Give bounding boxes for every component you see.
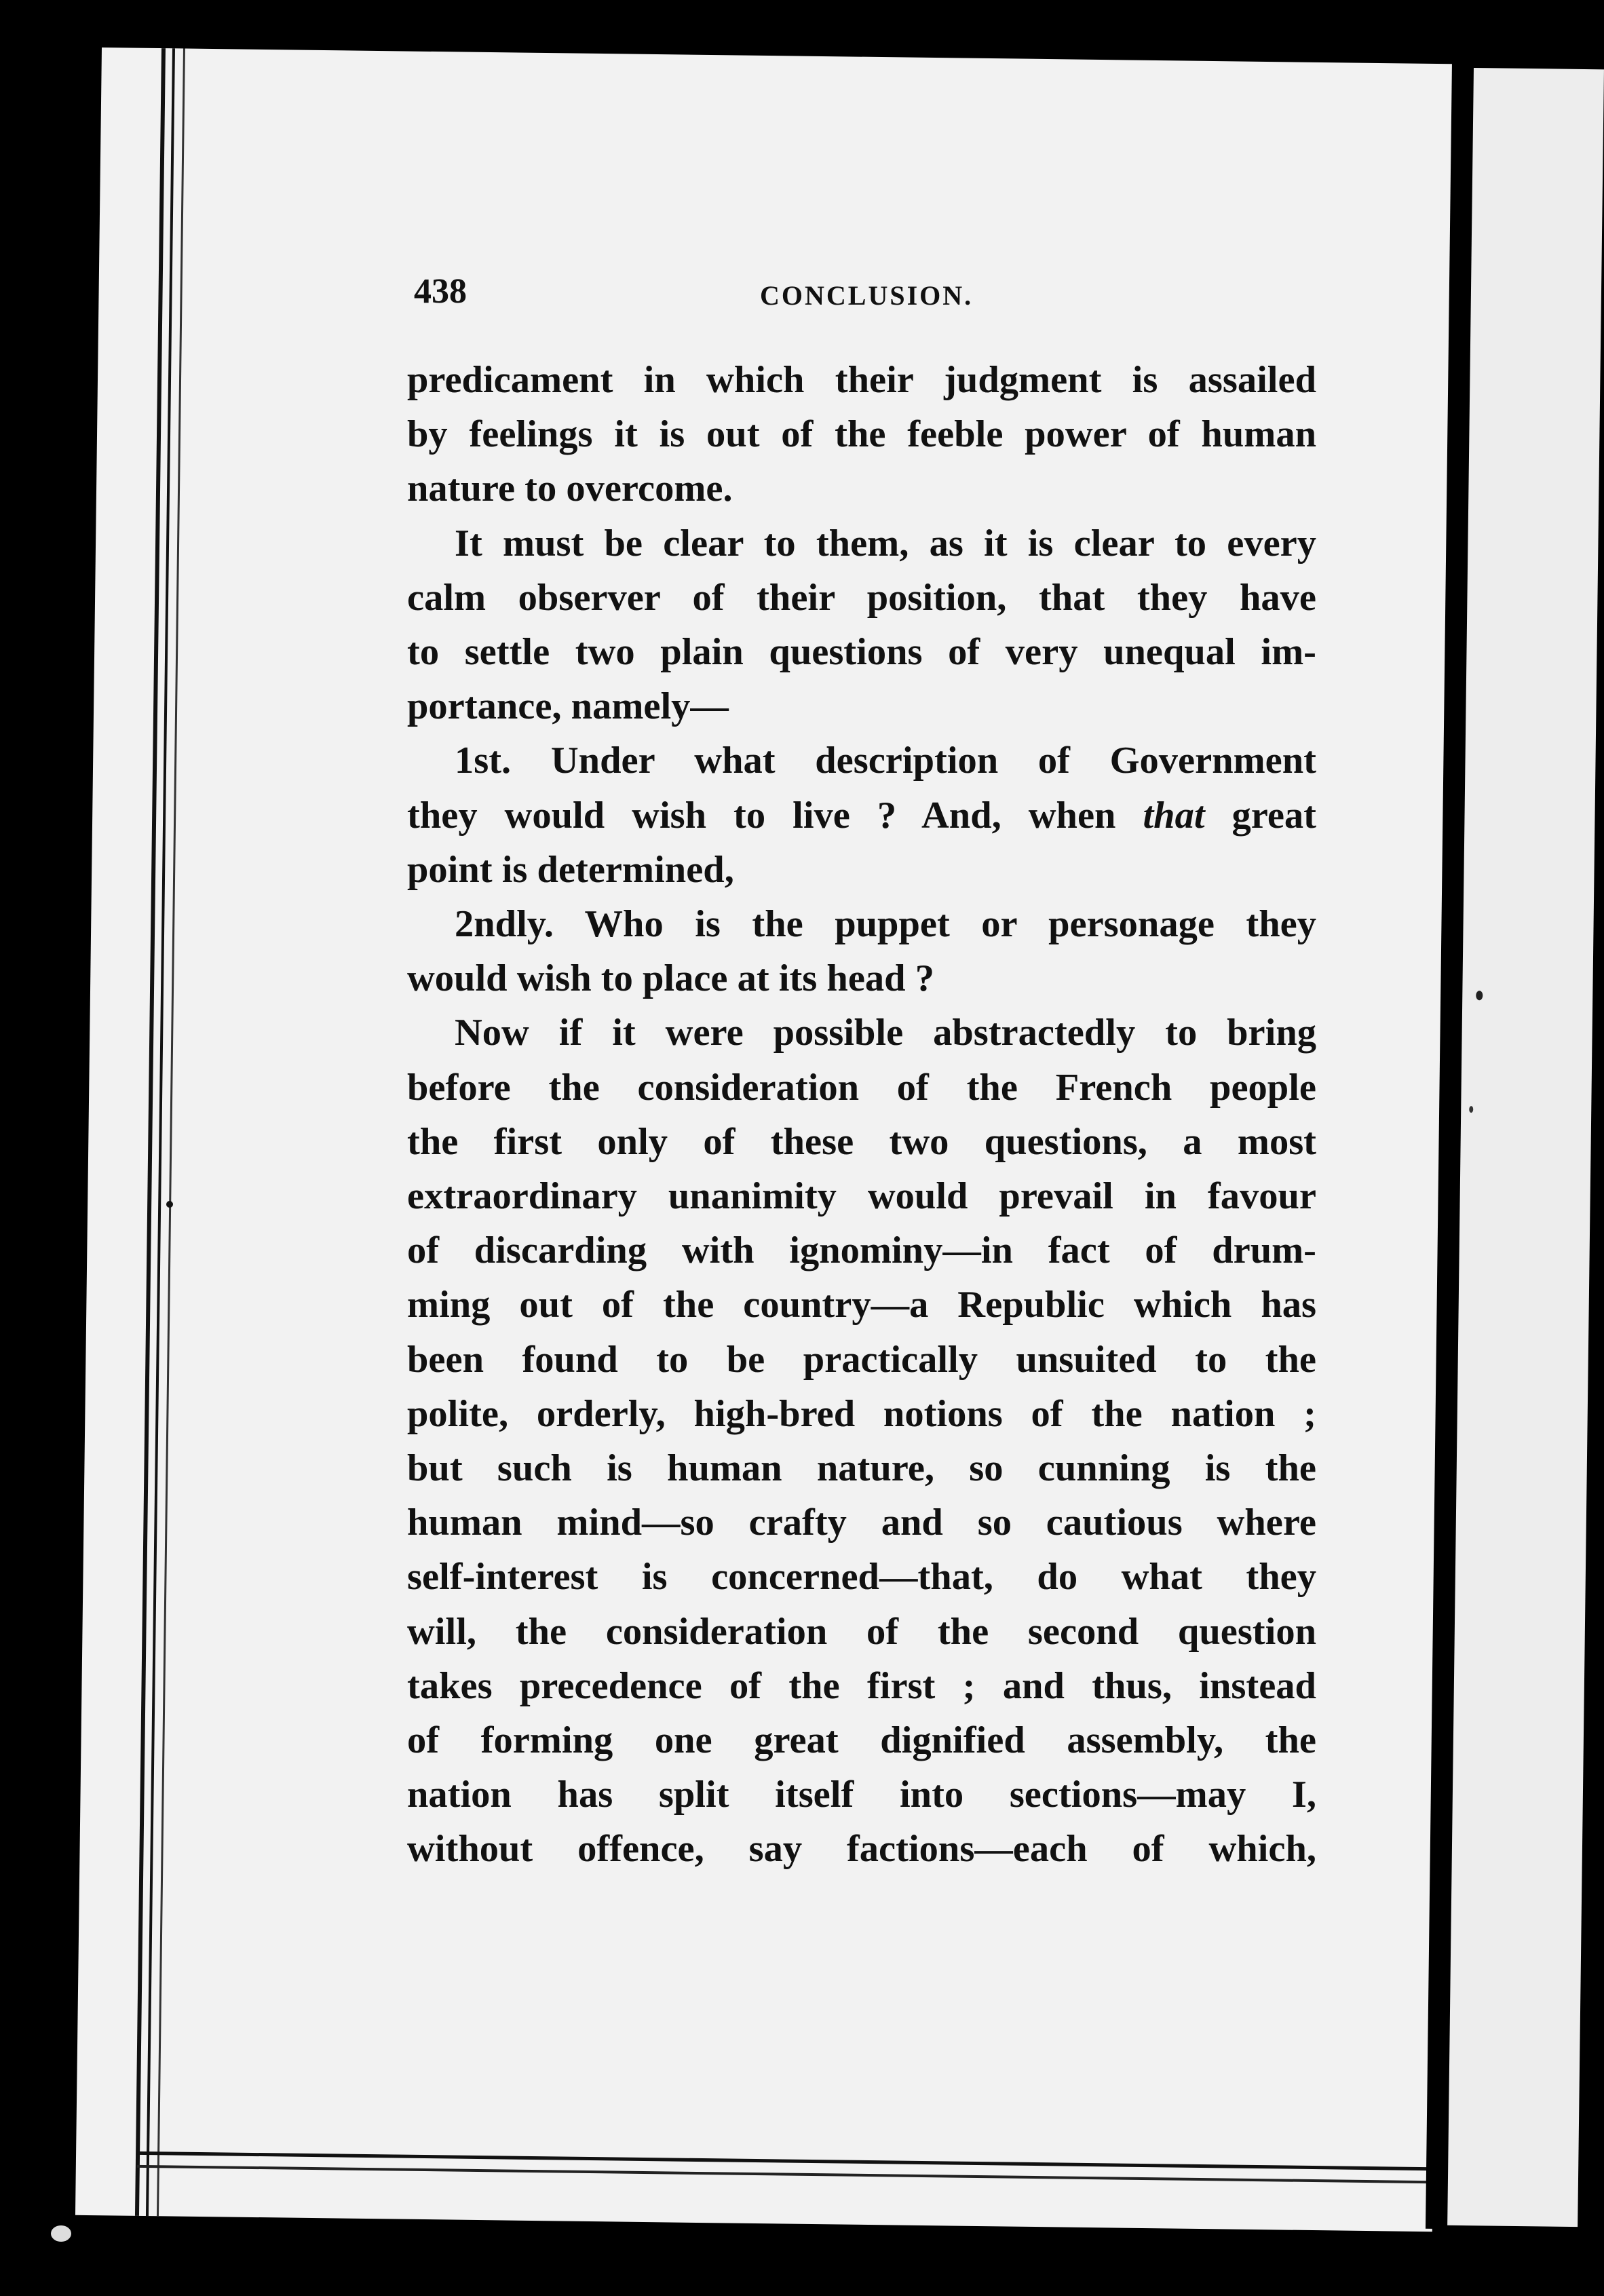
text-line: nation has split itself into sections—may I, (407, 1774, 1316, 1816)
text-line: Now if it were possible abstractedly to bring (455, 1012, 1316, 1054)
running-head: CONCLUSION. (760, 280, 974, 311)
paragraph (407, 353, 1316, 516)
text-line: they would wish to live ? And, when that great (407, 794, 1316, 837)
page-text-block (312, 217, 1323, 1871)
body-text (407, 353, 1316, 1877)
ink-speck (166, 1201, 173, 1208)
text-line: self-interest is concerned—that, do what they (407, 1556, 1316, 1599)
text-line: nature to overcome. (407, 467, 733, 510)
text-line: of forming one great dignified assembly, the (407, 1719, 1316, 1762)
text-line: It must be clear to them, as it is clear to every (455, 522, 1316, 565)
text-line: of discarding with ignominy—in fact of drum- (407, 1229, 1316, 1272)
text-line: before the consideration of the French people (407, 1066, 1316, 1109)
page-header (312, 217, 1323, 312)
text-line: without offence, say factions—each of which, (407, 1828, 1316, 1871)
paragraph (407, 733, 1316, 897)
text-line: 1st. Under what description of Government (455, 740, 1316, 782)
text-line: polite, orderly, high-bred notions of the nation ; (407, 1392, 1316, 1435)
text-line: the first only of these two questions, a most (407, 1120, 1316, 1163)
text-line: been found to be practically unsuited to the (407, 1338, 1316, 1381)
ink-speck (1469, 1106, 1473, 1113)
text-line: 2ndly. Who is the puppet or personage they (455, 903, 1316, 946)
text-line: portance, namely— (407, 685, 729, 728)
adjacent-page-edge (1447, 68, 1604, 2227)
text-line: extraordinary unanimity would prevail in favour (407, 1175, 1316, 1218)
emphasis: that (1143, 794, 1205, 837)
paragraph (407, 1006, 1316, 1876)
page-number: 438 (414, 272, 467, 311)
text-line: calm observer of their position, that they have (407, 576, 1316, 619)
text-line: but such is human nature, so cunning is the (407, 1447, 1316, 1490)
text-line: ming out of the country—a Republic which has (407, 1284, 1316, 1326)
text-line: point is determined, (407, 848, 734, 891)
text-line: predicament in which their judgment is assailed (407, 359, 1316, 401)
paragraph (407, 516, 1316, 734)
paragraph (407, 897, 1316, 1006)
text-line: takes precedence of the first ; and thus, instead (407, 1664, 1316, 1707)
text-line: by feelings it is out of the feeble power of human (407, 413, 1316, 456)
ink-speck (1476, 991, 1483, 1000)
text-line: human mind—so crafty and so cautious where (407, 1501, 1316, 1544)
text-line: will, the consideration of the second question (407, 1610, 1316, 1653)
scan-artifact (51, 2225, 71, 2242)
text-line: would wish to place at its head ? (407, 957, 934, 1000)
text-line: to settle two plain questions of very unequal im- (407, 631, 1316, 674)
